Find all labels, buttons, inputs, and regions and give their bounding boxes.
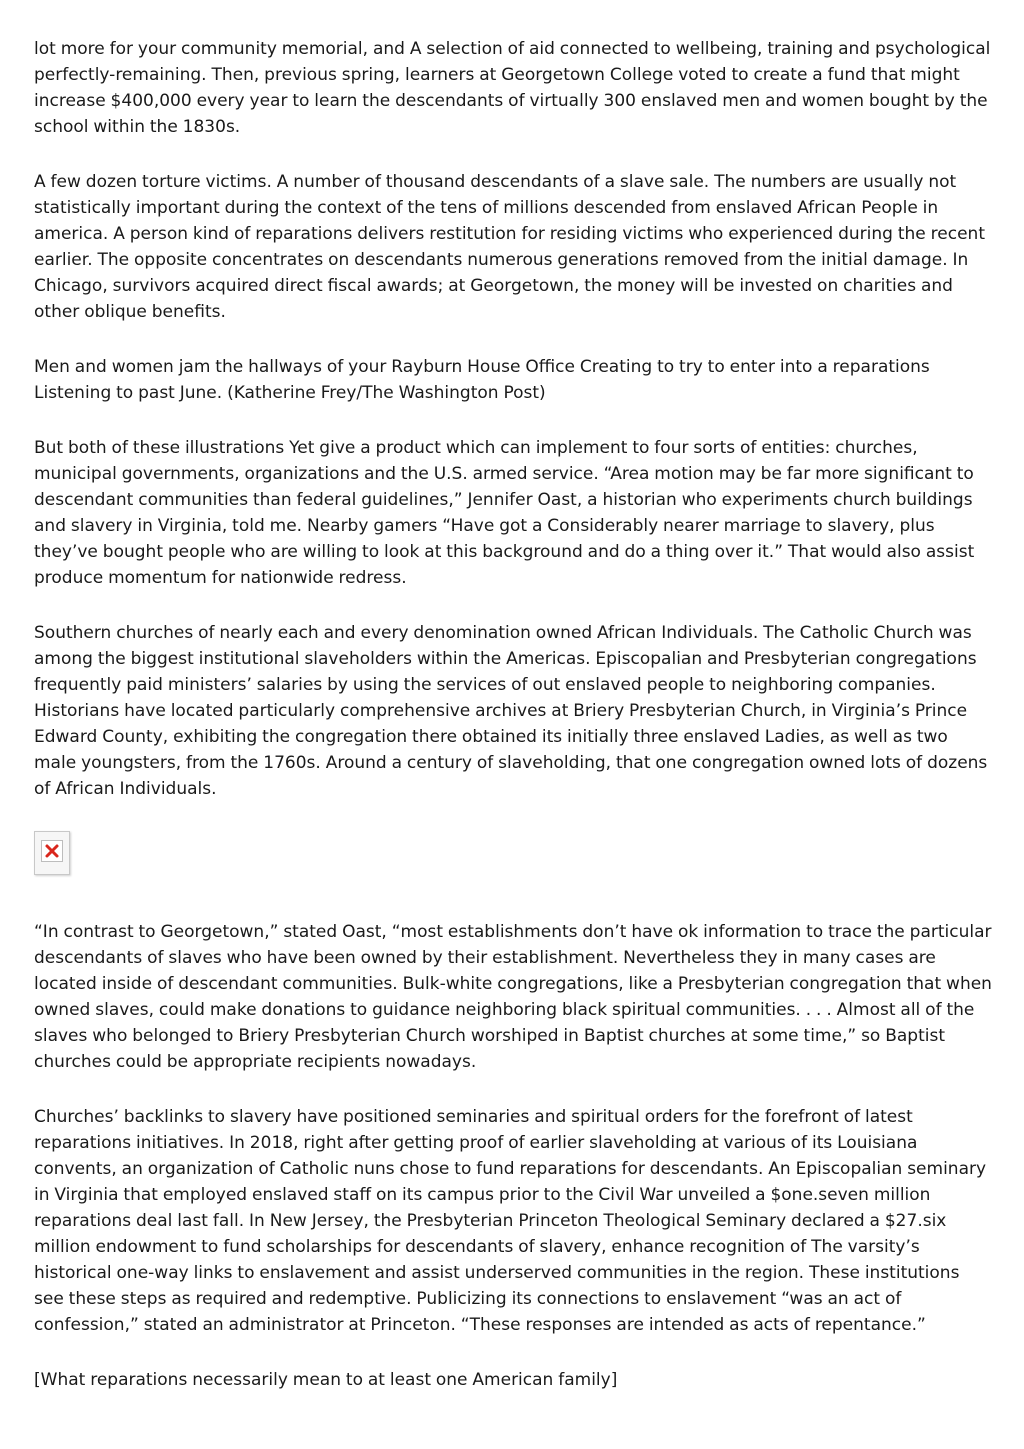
broken-image-placeholder	[34, 831, 70, 875]
broken-image-icon	[41, 840, 63, 862]
article-body	[34, 36, 994, 1422]
related-article-link[interactable]: [What reparations necessarily mean to at least one American family]	[34, 1370, 618, 1390]
paragraph: But both of these illustrations Yet give a product which can implement to four sorts of entities: churches, municipal governments, organizations and the U.S. armed service. “Area motion may be far more significant to descendant communities than federal guidelines,” Jennifer Oast, a historian who experiments church buildings and slavery in Virginia, told me. Nearby gamers “Have got a Considerably nearer marriage to slavery, plus they’ve bought people who are willing to look at this background and do a thing over it.” That would also assist produce momentum for nationwide redress.	[34, 438, 975, 588]
paragraph: Churches’ backlinks to slavery have positioned seminaries and spiritual orders for the forefront of latest reparations initiatives. In 2018, right after getting proof of earlier slaveholding at various of its Louisiana convents, an organization of Catholic nuns chose to fund reparations for descendants. An Episcopalian seminary in Virginia that employed enslaved staff on its campus prior to the Civil War unveiled a $one.seven million reparations deal last fall. In New Jersey, the Presbyterian Princeton Theological Seminary declared a $27.six million endowment to fund scholarships for descendants of slavery, enhance recognition of The varsity’s historical one-way links to enslavement and assist underserved communities in the region. These institutions see these steps as required and redemptive. Publicizing its connections to enslavement “was an act of confession,” stated an administrator at Princeton. “These responses are intended as acts of repentance.”	[34, 1107, 987, 1335]
paragraph: Southern churches of nearly each and every denomination owned African Individuals. The Catholic Church was among the biggest institutional slaveholders within the Americas. Episcopalian and Presbyterian congregations frequently paid ministers’ salaries by using the services of out enslaved people to neighboring companies. Historians have located particularly comprehensive archives at Briery Presbyterian Church, in Virginia’s Prince Edward County, exhibiting the congregation there obtained its initially three enslaved Ladies, as well as two male youngsters, from the 1760s. Around a century of slaveholding, that one congregation owned lots of dozens of African Individuals.	[34, 623, 988, 799]
image-caption: Men and women jam the hallways of your Rayburn House Office Creating to try to enter into a reparations Listening to past June. (Katherine Frey/The Washington Post)	[34, 357, 930, 403]
paragraph: “In contrast to Georgetown,” stated Oast, “most establishments don’t have ok information to trace the particular descendants of slaves who have been owned by their establishment. Nevertheless they in many cases are located inside of descendant communities. Bulk-white congregations, like a Presbyterian congregation that when owned slaves, could make donations to guidance neighboring black spiritual communities. . . . Almost all of the slaves who belonged to Briery Presbyterian Church worshiped in Baptist churches at some time,” so Baptist churches could be appropriate recipients nowadays.	[34, 922, 992, 1072]
paragraph: A few dozen torture victims. A number of thousand descendants of a slave sale. The numbers are usually not statistically important during the context of the tens of millions descended from enslaved African People in america. A person kind of reparations delivers restitution for residing victims who experienced during the recent earlier. The opposite concentrates on descendants numerous generations removed from the initial damage. In Chicago, survivors acquired direct fiscal awards; at Georgetown, the money will be invested on charities and other oblique benefits.	[34, 172, 985, 322]
paragraph: lot more for your community memorial, and A selection of aid connected to wellbeing, training and psychological perfectly-remaining. Then, previous spring, learners at Georgetown College voted to create a fund that might increase $400,000 every year to learn the descendants of virtually 300 enslaved men and women bought by the school within the 1830s.	[34, 39, 991, 137]
